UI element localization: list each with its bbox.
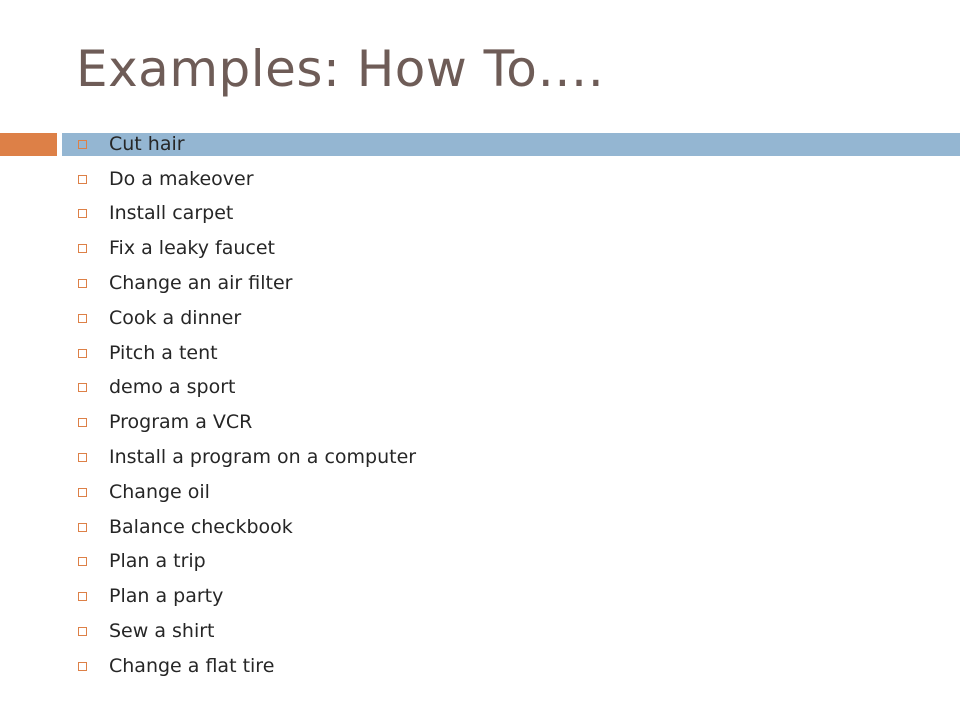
list-item — [76, 440, 416, 475]
square-bullet-icon — [78, 314, 87, 323]
list-item — [76, 127, 416, 162]
list-item-text: Change an air filter — [109, 272, 293, 295]
square-bullet-icon — [78, 140, 87, 149]
square-bullet-icon — [78, 209, 87, 218]
list-item — [76, 301, 416, 336]
list-item-text: Do a makeover — [109, 167, 254, 190]
list-item-text: demo a sport — [109, 376, 236, 399]
list-item — [76, 162, 416, 197]
list-item — [76, 371, 416, 406]
list-item — [76, 197, 416, 232]
list-item-text: Fix a leaky faucet — [109, 237, 275, 260]
square-bullet-icon — [78, 175, 87, 184]
list-item-text: Change oil — [109, 480, 210, 503]
list-item — [76, 336, 416, 371]
square-bullet-icon — [78, 418, 87, 427]
list-item-text: Plan a party — [109, 585, 224, 608]
list-item — [76, 614, 416, 649]
square-bullet-icon — [78, 592, 87, 601]
list-item-text: Program a VCR — [109, 411, 253, 434]
list-item-text: Install a program on a computer — [109, 446, 417, 469]
square-bullet-icon — [78, 279, 87, 288]
list-item — [76, 649, 416, 684]
list-item — [76, 475, 416, 510]
accent-orange-block — [0, 133, 57, 156]
list-item — [76, 579, 416, 614]
list-item — [76, 266, 416, 301]
square-bullet-icon — [78, 557, 87, 566]
list-item-text: Change a flat tire — [109, 654, 275, 677]
bullet-list — [76, 127, 416, 684]
square-bullet-icon — [78, 349, 87, 358]
list-item-text: Plan a trip — [109, 550, 206, 573]
square-bullet-icon — [78, 383, 87, 392]
square-bullet-icon — [78, 662, 87, 671]
list-item-text: Pitch a tent — [109, 341, 218, 364]
list-item-text: Balance checkbook — [109, 515, 293, 538]
square-bullet-icon — [78, 488, 87, 497]
list-item-text: Sew a shirt — [109, 620, 215, 643]
list-item-text: Cook a dinner — [109, 306, 242, 329]
list-item — [76, 545, 416, 580]
square-bullet-icon — [78, 244, 87, 253]
list-item-text: Install carpet — [109, 202, 234, 225]
list-item-text: Cut hair — [109, 132, 185, 155]
square-bullet-icon — [78, 453, 87, 462]
slide-title: Examples: How To…. — [76, 40, 605, 98]
square-bullet-icon — [78, 627, 87, 636]
list-item — [76, 405, 416, 440]
list-item — [76, 231, 416, 266]
square-bullet-icon — [78, 523, 87, 532]
list-item — [76, 510, 416, 545]
